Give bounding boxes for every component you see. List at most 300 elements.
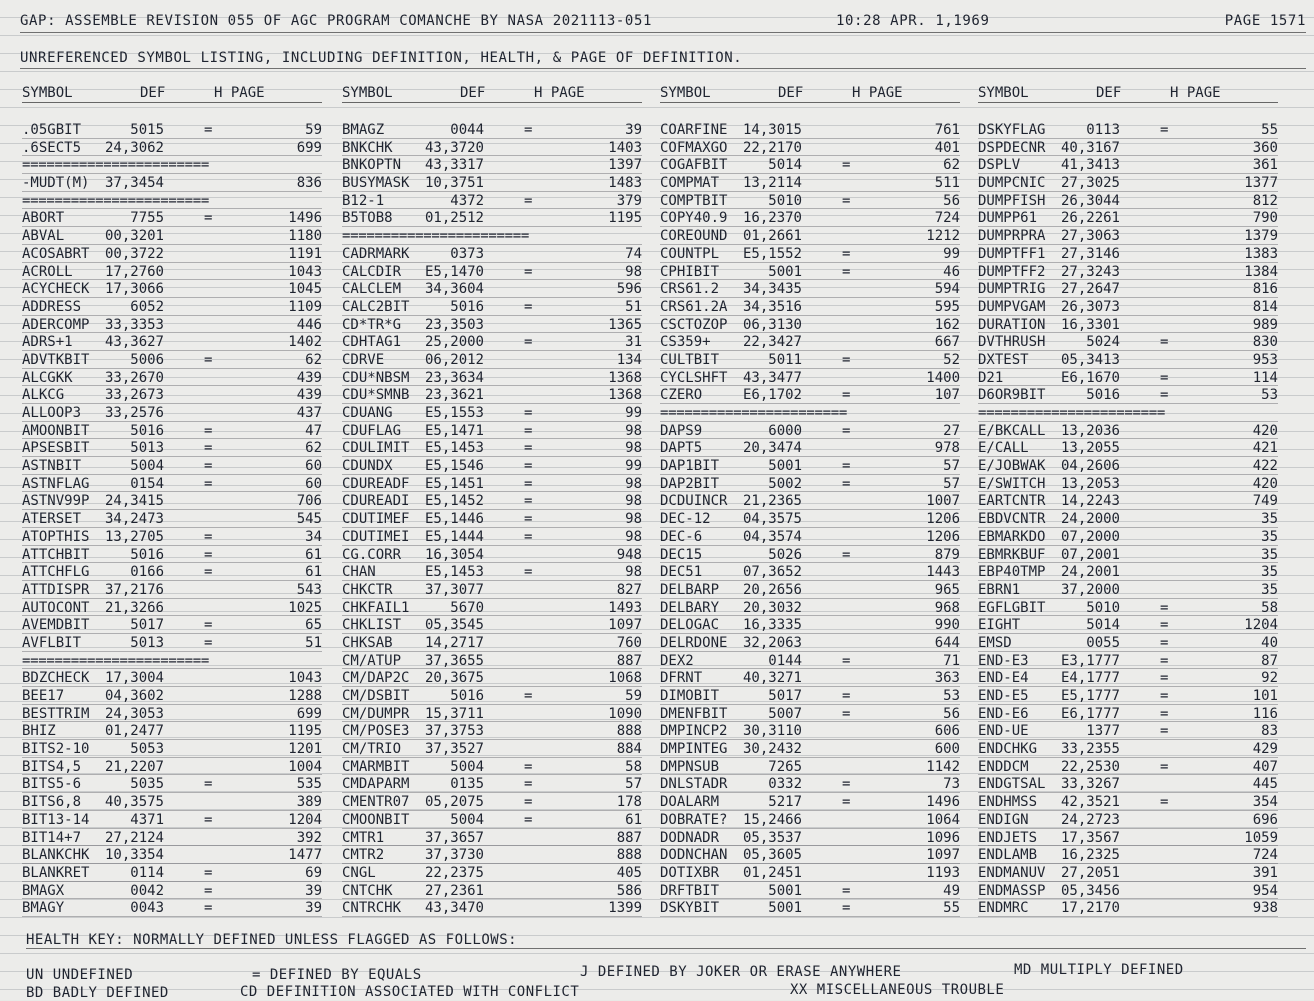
symbol-name: BESTTRIM — [22, 705, 90, 722]
definition: 14,2717 — [424, 634, 484, 651]
definition: 33,2355 — [1060, 741, 1120, 758]
page-of-definition: 57 — [943, 475, 960, 492]
symbol-row — [978, 581, 1278, 599]
page-number: PAGE 1571 — [1224, 13, 1306, 29]
page-of-definition: 98 — [625, 528, 642, 545]
definition: 04,2606 — [1060, 458, 1120, 475]
def-header: DEF — [1096, 85, 1122, 101]
separator-row — [660, 404, 960, 422]
symbol-name: CALC2BIT — [342, 298, 410, 315]
symbol-row — [978, 829, 1278, 847]
page-of-definition: 51 — [305, 634, 322, 651]
definition: 5016 — [450, 298, 484, 315]
health-flag: = — [1160, 652, 1169, 669]
definition: 27,3063 — [1060, 228, 1120, 245]
symbol-row — [978, 174, 1278, 192]
page-of-definition: 887 — [616, 829, 642, 846]
symbol-row — [342, 139, 642, 157]
symbol-row — [978, 316, 1278, 334]
page-of-definition: 40 — [1261, 634, 1278, 651]
symbol-row — [22, 740, 322, 758]
symbol-name: CMTR2 — [342, 847, 385, 864]
hpage-header: H PAGE — [1170, 85, 1221, 101]
page-of-definition: 1496 — [926, 794, 960, 811]
definition: 5016 — [450, 688, 484, 704]
page-of-definition: 107 — [934, 387, 960, 404]
symbol-row — [660, 546, 960, 564]
definition: 10,3354 — [104, 847, 164, 864]
symbol-row — [22, 404, 322, 422]
symbol-row — [342, 829, 642, 847]
definition: 6052 — [130, 298, 164, 315]
symbol-row — [660, 227, 960, 245]
symbol-name: DEC-6 — [660, 528, 703, 545]
page-of-definition: 1180 — [288, 228, 322, 245]
page-of-definition: 1043 — [288, 670, 322, 687]
health-flag: = — [524, 440, 533, 457]
symbol-row — [660, 652, 960, 670]
symbol-row — [660, 156, 960, 174]
page-of-definition: 55 — [943, 900, 960, 917]
definition: 5007 — [768, 705, 802, 722]
symbol-row — [22, 209, 322, 227]
definition: 5006 — [130, 351, 164, 368]
definition: 13,2036 — [1060, 422, 1120, 439]
symbol-name: DUMPTFF1 — [978, 245, 1046, 262]
page-of-definition: 379 — [616, 192, 642, 209]
page-of-definition: 586 — [616, 882, 642, 899]
definition: 5217 — [768, 794, 802, 811]
health-flag: = — [842, 157, 851, 174]
page-of-definition: 968 — [934, 599, 960, 616]
definition: 0373 — [450, 245, 484, 262]
symbol-row — [660, 811, 960, 829]
health-flag: = — [842, 882, 851, 899]
symbol-name: AMOONBIT — [22, 422, 90, 439]
page-of-definition: 596 — [616, 281, 642, 298]
symbol-name: CULTBIT — [660, 351, 720, 368]
definition: 32,2063 — [742, 634, 802, 651]
page-of-definition: 389 — [296, 794, 322, 811]
definition: 21,2207 — [104, 758, 164, 775]
page-of-definition: 543 — [296, 581, 322, 598]
symbol-name: DOBRATE? — [660, 811, 728, 828]
health-key-bd: BD BADLY DEFINED — [26, 985, 169, 1001]
symbol-name: EBRN1 — [978, 581, 1021, 598]
page-of-definition: 1443 — [926, 564, 960, 581]
definition: 5002 — [768, 475, 802, 492]
page-of-definition: 56 — [943, 705, 960, 722]
symbol-row — [978, 492, 1278, 510]
definition: 34,3435 — [742, 281, 802, 298]
definition: 5014 — [768, 157, 802, 174]
definition: 04,3575 — [742, 511, 802, 528]
health-flag: = — [1160, 634, 1169, 651]
health-flag: = — [204, 210, 213, 227]
symbol-row — [978, 811, 1278, 829]
definition: 5001 — [768, 263, 802, 280]
page-of-definition: 74 — [625, 245, 642, 262]
page-of-definition: 812 — [1252, 192, 1278, 209]
symbol-row — [660, 563, 960, 581]
symbol-name: COGAFBIT — [660, 157, 728, 174]
page-of-definition: 35 — [1261, 546, 1278, 563]
symbol-row — [22, 669, 322, 687]
health-key-md: MD MULTIPLY DEFINED — [1014, 962, 1184, 978]
health-flag: = — [842, 263, 851, 280]
symbol-name: ADRS+1 — [22, 334, 73, 351]
page-of-definition: 99 — [625, 405, 642, 421]
definition: 25,2000 — [424, 334, 484, 351]
symbol-row — [660, 209, 960, 227]
health-flag: = — [524, 811, 533, 828]
health-flag: = — [524, 192, 533, 209]
symbol-row — [978, 599, 1278, 617]
hpage-header: H PAGE — [534, 85, 585, 101]
definition: E5,1553 — [424, 405, 484, 421]
symbol-name: CZERO — [660, 387, 703, 404]
symbol-name: DODNCHAN — [660, 847, 728, 864]
page-of-definition: 938 — [1252, 900, 1278, 917]
definition: 16,3301 — [1060, 316, 1120, 333]
page-of-definition: 1097 — [608, 617, 642, 634]
symbol-name: CNGL — [342, 864, 376, 881]
symbol-name: CYCLSHFT — [660, 369, 728, 386]
symbol-name: .05GBIT — [22, 122, 82, 138]
page-of-definition: 1477 — [288, 847, 322, 864]
page-of-definition: 61 — [305, 564, 322, 581]
page-of-definition: 116 — [1252, 705, 1278, 722]
symbol-name: BITS4,5 — [22, 758, 82, 775]
definition: 05,3605 — [742, 847, 802, 864]
definition: 20,2656 — [742, 581, 802, 598]
health-flag: = — [524, 334, 533, 351]
symbol-row — [660, 475, 960, 493]
symbol-row — [342, 864, 642, 882]
symbol-name: ATERSET — [22, 511, 82, 528]
symbol-name: CRS61.2 — [660, 281, 720, 298]
page-of-definition: 98 — [625, 263, 642, 280]
page-of-definition: 1059 — [1244, 829, 1278, 846]
page-of-definition: 1483 — [608, 175, 642, 192]
definition: E3,1777 — [1060, 652, 1120, 669]
page-of-definition: 98 — [625, 440, 642, 457]
page-of-definition: 437 — [296, 405, 322, 421]
page-of-definition: 56 — [943, 192, 960, 209]
definition: 0166 — [130, 564, 164, 581]
definition: 7755 — [130, 210, 164, 227]
symbol-row — [22, 882, 322, 900]
symbol-row — [342, 899, 642, 917]
page-of-definition: 57 — [943, 458, 960, 475]
symbol-name: BIT14+7 — [22, 829, 82, 846]
symbol-name: CM/DAP2C — [342, 670, 410, 687]
page-of-definition: 55 — [1261, 122, 1278, 138]
separator: ======================= — [660, 405, 847, 421]
page-of-definition: 699 — [296, 705, 322, 722]
symbol-name: DMPINTEG — [660, 741, 728, 758]
symbol-row — [660, 687, 960, 705]
symbol-name: D6OR9BIT — [978, 387, 1046, 404]
symbol-row — [660, 351, 960, 369]
health-flag: = — [204, 422, 213, 439]
page-of-definition: 978 — [934, 440, 960, 457]
page-of-definition: 1403 — [608, 139, 642, 156]
health-flag: = — [842, 245, 851, 262]
def-header: DEF — [140, 85, 166, 101]
definition: E6,1702 — [742, 387, 802, 404]
def-header: DEF — [460, 85, 486, 101]
symbol-row — [22, 758, 322, 776]
page-of-definition: 1368 — [608, 387, 642, 404]
symbol-row — [342, 263, 642, 281]
health-flag: = — [524, 528, 533, 545]
page-of-definition: 401 — [934, 139, 960, 156]
symbol-name: CPHIBIT — [660, 263, 720, 280]
definition: 20,3032 — [742, 599, 802, 616]
separator: ======================= — [22, 157, 209, 174]
definition: 37,3655 — [424, 652, 484, 669]
symbol-rows — [342, 121, 642, 917]
definition: 43,3317 — [424, 157, 484, 174]
symbol-name: COREOUND — [660, 228, 728, 245]
symbol-row — [22, 528, 322, 546]
health-flag: = — [524, 564, 533, 581]
symbol-name: E/JOBWAK — [978, 458, 1046, 475]
definition: E6,1777 — [1060, 705, 1120, 722]
health-flag: = — [842, 688, 851, 704]
symbol-row — [660, 775, 960, 793]
symbol-row — [660, 139, 960, 157]
symbol-name: CM/TRIO — [342, 741, 402, 758]
page-of-definition: 790 — [1252, 210, 1278, 227]
page-of-definition: 39 — [625, 122, 642, 138]
page-of-definition: 162 — [934, 316, 960, 333]
symbol-row — [978, 616, 1278, 634]
definition: 05,3537 — [742, 829, 802, 846]
symbol-name: ASTNV99P — [22, 493, 90, 510]
page-of-definition: 58 — [1261, 599, 1278, 616]
health-flag: = — [204, 122, 213, 138]
symbol-row — [978, 227, 1278, 245]
definition: 27,3243 — [1060, 263, 1120, 280]
symbol-name: .6SECT5 — [22, 139, 82, 156]
page-of-definition: 69 — [305, 864, 322, 881]
symbol-name: CDHTAG1 — [342, 334, 402, 351]
page-of-definition: 879 — [934, 546, 960, 563]
column-header — [22, 84, 322, 103]
page-of-definition: 887 — [616, 652, 642, 669]
health-flag: = — [524, 776, 533, 793]
page-of-definition: 114 — [1252, 369, 1278, 386]
symbol-row — [660, 882, 960, 900]
page-of-definition: 62 — [305, 440, 322, 457]
health-key-un: UN UNDEFINED — [26, 967, 134, 983]
page-of-definition: 354 — [1252, 794, 1278, 811]
health-key-j: J DEFINED BY JOKER OR ERASE ANYWHERE — [580, 964, 902, 980]
symbol-row — [22, 475, 322, 493]
definition: 27,2647 — [1060, 281, 1120, 298]
symbol-row — [978, 139, 1278, 157]
page-of-definition: 422 — [1252, 458, 1278, 475]
page-of-definition: 545 — [296, 511, 322, 528]
definition: 17,2170 — [1060, 900, 1120, 917]
symbol-row — [22, 369, 322, 387]
symbol-row — [978, 899, 1278, 917]
definition: 5017 — [130, 617, 164, 634]
symbol-row — [22, 174, 322, 192]
symbol-row — [342, 616, 642, 634]
health-flag: = — [524, 475, 533, 492]
page-of-definition: 439 — [296, 387, 322, 404]
symbol-row — [22, 351, 322, 369]
page-of-definition: 1206 — [926, 511, 960, 528]
definition: 43,3720 — [424, 139, 484, 156]
definition: 27,2051 — [1060, 864, 1120, 881]
symbol-row — [660, 333, 960, 351]
symbol-row — [22, 121, 322, 139]
page-of-definition: 62 — [305, 351, 322, 368]
symbol-name: AVEMDBIT — [22, 617, 90, 634]
page-of-definition: 421 — [1252, 440, 1278, 457]
definition: E5,1453 — [424, 440, 484, 457]
symbol-name: BMAGX — [22, 882, 65, 899]
separator-row — [22, 156, 322, 174]
definition: 04,3574 — [742, 528, 802, 545]
definition: 26,2261 — [1060, 210, 1120, 227]
health-flag: = — [1160, 758, 1169, 775]
symbol-row — [660, 864, 960, 882]
definition: 24,2723 — [1060, 811, 1120, 828]
symbol-header: SYMBOL — [22, 85, 73, 101]
symbol-name: ATTDISPR — [22, 581, 90, 598]
symbol-name: CNTCHK — [342, 882, 393, 899]
symbol-row — [22, 563, 322, 581]
definition: 07,2000 — [1060, 528, 1120, 545]
definition: 00,3722 — [104, 245, 164, 262]
separator: ======================= — [22, 652, 209, 669]
page-of-definition: 391 — [1252, 864, 1278, 881]
health-flag: = — [1160, 369, 1169, 386]
definition: 22,3427 — [742, 334, 802, 351]
symbol-name: BHIZ — [22, 723, 56, 740]
page-of-definition: 98 — [625, 422, 642, 439]
symbol-row — [660, 528, 960, 546]
definition: 40,3167 — [1060, 139, 1120, 156]
definition: 37,3730 — [424, 847, 484, 864]
symbol-row — [342, 492, 642, 510]
symbol-name: ALCGKK — [22, 369, 73, 386]
definition: 22,2375 — [424, 864, 484, 881]
symbol-row — [22, 793, 322, 811]
health-flag: = — [1160, 794, 1169, 811]
symbol-row — [660, 722, 960, 740]
symbol-name: DEC-12 — [660, 511, 711, 528]
definition: 0144 — [768, 652, 802, 669]
health-flag: = — [524, 298, 533, 315]
symbol-name: ADERCOMP — [22, 316, 90, 333]
definition: 0044 — [450, 122, 484, 138]
page-of-definition: 47 — [305, 422, 322, 439]
definition: 0135 — [450, 776, 484, 793]
symbol-name: BITS5-6 — [22, 776, 82, 793]
symbol-row — [660, 439, 960, 457]
page-of-definition: 101 — [1252, 688, 1278, 704]
page-of-definition: 1043 — [288, 263, 322, 280]
symbol-column-2 — [342, 84, 642, 917]
definition: 23,3634 — [424, 369, 484, 386]
symbol-row — [22, 245, 322, 263]
page-of-definition: 61 — [625, 811, 642, 828]
definition: 30,2432 — [742, 741, 802, 758]
symbol-name: CDUANG — [342, 405, 393, 421]
definition: 33,2576 — [104, 405, 164, 421]
definition: 5014 — [1086, 617, 1120, 634]
health-flag: = — [204, 564, 213, 581]
page-of-definition: 60 — [305, 475, 322, 492]
page-of-definition: 87 — [1261, 652, 1278, 669]
page-of-definition: 1064 — [926, 811, 960, 828]
symbol-name: DAPT5 — [660, 440, 703, 457]
symbol-row — [22, 439, 322, 457]
symbol-name: CDU*NBSM — [342, 369, 410, 386]
symbol-name: DOALARM — [660, 794, 720, 811]
symbol-name: AUTOCONT — [22, 599, 90, 616]
definition: 5016 — [1086, 387, 1120, 404]
definition: 17,3066 — [104, 281, 164, 298]
page-of-definition: 73 — [943, 776, 960, 793]
health-flag: = — [842, 900, 851, 917]
symbol-name: DSKYFLAG — [978, 122, 1046, 138]
symbol-column-3 — [660, 84, 960, 917]
symbol-name: BLANKCHK — [22, 847, 90, 864]
health-key-eq: = DEFINED BY EQUALS — [252, 967, 422, 983]
symbol-name: CDUREADF — [342, 475, 410, 492]
page-of-definition: 98 — [625, 511, 642, 528]
page-of-definition: 1496 — [288, 210, 322, 227]
page-of-definition: 71 — [943, 652, 960, 669]
symbol-name: DMPINCP2 — [660, 723, 728, 740]
definition: 23,3503 — [424, 316, 484, 333]
health-flag: = — [842, 794, 851, 811]
separator: ======================= — [22, 192, 209, 209]
column-header — [342, 84, 642, 103]
health-flag: = — [524, 458, 533, 475]
page-of-definition: 49 — [943, 882, 960, 899]
symbol-row — [342, 475, 642, 493]
definition: 5001 — [768, 882, 802, 899]
page-of-definition: 1025 — [288, 599, 322, 616]
page-of-definition: 62 — [943, 157, 960, 174]
page-of-definition: 1377 — [1244, 175, 1278, 192]
symbol-name: END-E3 — [978, 652, 1029, 669]
symbol-name: CDU*SMNB — [342, 387, 410, 404]
page-of-definition: 761 — [934, 122, 960, 138]
symbol-name: CMOONBIT — [342, 811, 410, 828]
symbol-row — [660, 599, 960, 617]
page-of-definition: 990 — [934, 617, 960, 634]
listing-title: UNREFERENCED SYMBOL LISTING, INCLUDING DEFINITION, HEALTH, & PAGE OF DEFINITION. — [20, 50, 1306, 69]
symbol-row — [342, 581, 642, 599]
symbol-row — [22, 492, 322, 510]
health-flag: = — [842, 546, 851, 563]
page-of-definition: 1288 — [288, 688, 322, 704]
symbol-name: CHKCTR — [342, 581, 393, 598]
page-of-definition: 98 — [625, 564, 642, 581]
definition: 17,3004 — [104, 670, 164, 687]
symbol-row — [978, 687, 1278, 705]
symbol-name: CDUFLAG — [342, 422, 402, 439]
